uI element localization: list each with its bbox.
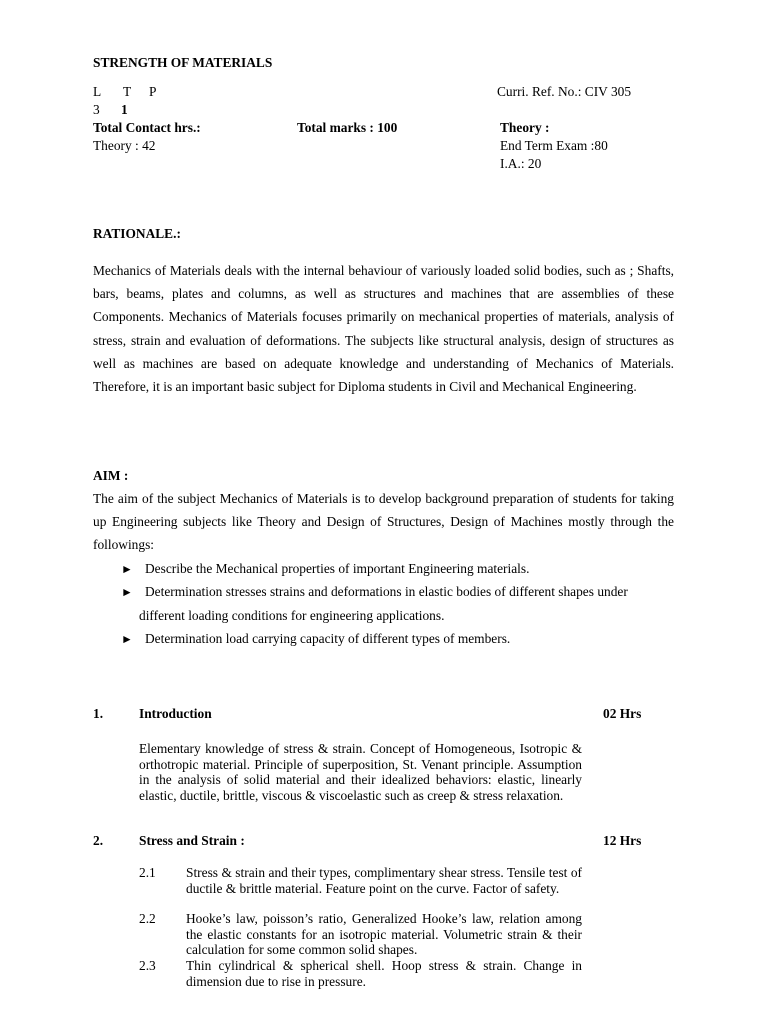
- aim-bullet-text: Determination stresses strains and deformations in elastic bodies of different shapes under: [145, 584, 628, 599]
- section-1-hours: 02 Hrs: [603, 706, 642, 721]
- aim-bullet-text: Describe the Mechanical properties of important Engineering materials.: [145, 561, 530, 576]
- aim-heading: AIM :: [93, 468, 129, 483]
- ltp-t: T: [123, 84, 132, 99]
- aim-text: The aim of the subject Mechanics of Materials is to develop background preparation of students for taking up Engineering subjects like Theory and Design of Structures, Design of Machines mostly through the followings:: [93, 491, 674, 553]
- subsection-2-3-text: Thin cylindrical & spherical shell. Hoop stress & strain. Change in dimension due to rise in pressure.: [186, 958, 582, 989]
- rationale-text: Mechanics of Materials deals with the internal behaviour of variously loaded solid bodies, such as ; Shafts, bars, beams, plates and columns, as well as structures and machines that are assemblies of these Components. Mechanics of Materials focuses primarily on mechanical properties of materials, analysis of stress, strain and evaluation of deformations. The subjects like structural analysis, design of structures as well as machines are based on adequate knowledge and understanding of Mechanics of Materials. Therefore, it is an important basic subject for Diploma students in Civil and Mechanical Engineering.: [93, 263, 674, 395]
- subsection-2-3-number: 2.3: [139, 958, 156, 973]
- section-1-title: Introduction: [139, 706, 212, 721]
- section-2-number: 2.: [93, 833, 104, 848]
- aim-bullet-3: [121, 627, 661, 651]
- aim-bullet-1: [121, 557, 661, 581]
- ltp-p: P: [149, 84, 157, 99]
- bullet-arrow-icon: ►: [121, 632, 133, 646]
- subsection-2-1-text: Stress & strain and their types, complimentary shear stress. Tensile test of ductile & brittle material. Feature point on the curve. Factor of safety.: [186, 865, 582, 896]
- subsection-2-2-text: Hooke’s law, poisson’s ratio, Generalized Hooke’s law, relation among the elastic constants for an isotropic material. Volumetric strain & their calculation for some common solid shapes.: [186, 911, 582, 958]
- subsection-2-1-number: 2.1: [139, 865, 156, 880]
- bullet-arrow-icon: ►: [121, 562, 133, 576]
- total-contact-label: Total Contact hrs.:: [93, 120, 201, 135]
- theory-label: Theory :: [500, 120, 550, 135]
- section-2-hours: 12 Hrs: [603, 833, 642, 848]
- ltp-l-value: 3: [93, 102, 100, 117]
- section-2-title: Stress and Strain :: [139, 833, 245, 848]
- document-title: STRENGTH OF MATERIALS: [93, 55, 273, 70]
- ltp-t-value: 1: [121, 102, 128, 117]
- ltp-l: L: [93, 84, 102, 99]
- theory-hours: Theory : 42: [93, 138, 156, 153]
- curri-ref: Curri. Ref. No.: CIV 305: [497, 84, 632, 99]
- section-1-text: Elementary knowledge of stress & strain. Concept of Homogeneous, Isotropic & orthotropic material. Principle of superposition, St. Venant principle. Assumption in the analysis of solid material and their idealized behaviors: elastic, linearly elastic, ductile, brittle, viscous & viscoelastic such as creep & stress relaxation.: [139, 741, 582, 803]
- internal-assessment: I.A.: 20: [500, 156, 542, 171]
- total-marks-label: Total marks : 100: [297, 120, 398, 135]
- aim-bullet-text: Determination load carrying capacity of different types of members.: [145, 631, 511, 646]
- aim-bullet-2: [121, 580, 661, 627]
- end-term-exam: End Term Exam :80: [500, 138, 608, 153]
- subsection-2-2-number: 2.2: [139, 911, 156, 926]
- section-1-number: 1.: [93, 706, 104, 721]
- aim-bullet-continuation: different loading conditions for engineering applications.: [139, 608, 445, 623]
- rationale-heading: RATIONALE.:: [93, 226, 181, 241]
- bullet-arrow-icon: ►: [121, 585, 133, 599]
